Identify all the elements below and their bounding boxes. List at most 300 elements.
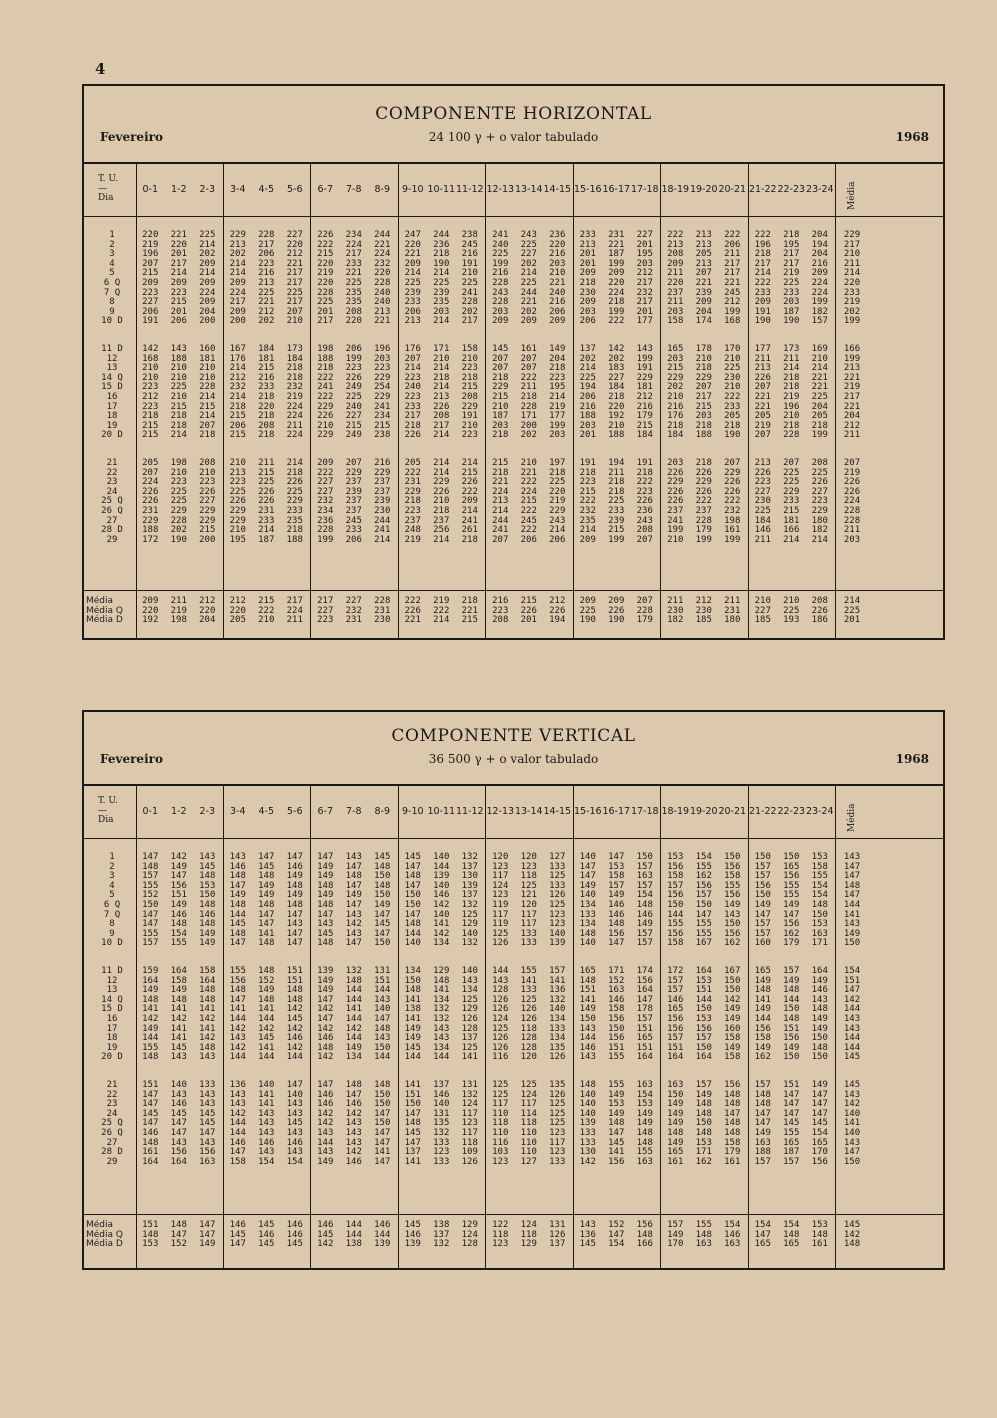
mean-cell: 131 [549, 1220, 566, 1230]
table-cell: 141 [608, 1147, 625, 1158]
table-cell: 164 [667, 1052, 684, 1063]
mean-cell: 223 [492, 605, 509, 616]
table-cell: 173 [286, 344, 303, 354]
table-cell: 146 [286, 1033, 303, 1044]
table-cell: 161 [724, 525, 741, 536]
table-cell: 140 [461, 928, 478, 939]
table-cell: 227 [317, 477, 334, 488]
table-cell: 147 [783, 1099, 800, 1110]
table-cell: 143 [286, 1147, 303, 1158]
table-cell: 216 [258, 372, 275, 383]
table-cell: 244 [433, 230, 450, 240]
column-divider [310, 786, 311, 1268]
table-cell: 153 [667, 852, 684, 862]
table-cell: 217 [317, 316, 334, 327]
hour-header: 21-22 [748, 184, 777, 195]
table-cell: 220 [843, 278, 861, 288]
table-cell: 199 [695, 534, 712, 545]
table-cell: 218 [667, 420, 684, 431]
table-cell: 127 [549, 852, 566, 862]
table-cell: 168 [724, 316, 741, 327]
table-cell: 214 [433, 363, 450, 374]
table-cell: 139 [579, 1118, 596, 1129]
table-cell: 143 [345, 852, 362, 862]
mean-cell: 123 [492, 1239, 509, 1250]
mean-cell: 126 [549, 1229, 566, 1240]
mean-cell: 154 [783, 1220, 800, 1230]
hour-header: 15-16 [573, 806, 602, 817]
table-cell: 202 [258, 316, 275, 327]
table-cell: 148 [345, 871, 362, 882]
mean-cell: 132 [433, 1239, 450, 1250]
day-label: 3 [109, 871, 115, 882]
table-cell: 236 [636, 506, 653, 516]
table-cell: 147 [404, 1108, 421, 1119]
table-cell: 148 [724, 1089, 741, 1100]
table-cell: 147 [286, 1080, 303, 1090]
table-cell: 150 [695, 900, 712, 910]
table-cell: 184 [667, 430, 684, 441]
table-cell: 147 [286, 909, 303, 920]
mean-cell: 220 [199, 605, 216, 616]
table-cell: 169 [811, 344, 828, 354]
table-cell: 229 [404, 486, 421, 497]
table-cell: 155 [142, 880, 159, 891]
table-cell: 160 [199, 344, 216, 354]
table-cell: 119 [492, 919, 509, 930]
table-cell: 218 [286, 525, 303, 536]
table-cell: 177 [636, 316, 653, 327]
table-cell: 158 [608, 1004, 625, 1015]
table-cell: 146 [608, 909, 625, 920]
table-cell: 229 [199, 506, 216, 516]
table-cell: 149 [317, 985, 334, 996]
table-cell: 148 [404, 985, 421, 996]
table-cell: 147 [374, 1128, 391, 1138]
media-header: Média [847, 181, 857, 210]
column-divider [660, 786, 661, 1268]
column-divider [748, 786, 749, 1268]
table-cell: 144 [404, 928, 421, 939]
table-cell: 217 [286, 297, 303, 308]
day-label: 4 [109, 880, 115, 891]
hour-header: 14-15 [543, 184, 572, 195]
table-cell: 143 [843, 1137, 861, 1148]
table-cell: 245 [461, 239, 478, 250]
table-cell: 123 [492, 1156, 509, 1167]
day-label: 20 D [101, 430, 123, 441]
column-divider [223, 164, 224, 638]
table-cell: 110 [492, 1108, 509, 1119]
table-cell: 135 [549, 1042, 566, 1053]
table-cell: 214 [433, 382, 450, 393]
table-cell: 235 [579, 515, 596, 526]
mean-cell: 138 [345, 1239, 362, 1250]
table-cell: 223 [142, 287, 159, 298]
table-cell: 148 [258, 938, 275, 949]
hour-header: 3-4 [229, 184, 246, 195]
table-cell: 141 [843, 1118, 861, 1129]
table-cell: 143 [461, 975, 478, 986]
table-cell: 147 [843, 861, 861, 872]
day-label: 13 [106, 363, 118, 374]
table-cell: 223 [374, 363, 391, 374]
table-cell: 141 [258, 1042, 275, 1053]
table-cell: 148 [199, 985, 216, 996]
table-cell: 137 [404, 1147, 421, 1158]
hour-header: 14-15 [543, 806, 572, 817]
mean-cell: 146 [317, 1220, 334, 1230]
table-cell: 211 [783, 353, 800, 364]
table-cell: 215 [461, 382, 478, 393]
table-cell: 134 [579, 919, 596, 930]
table-cell: 207 [492, 363, 509, 374]
hour-header: 1-2 [170, 184, 187, 195]
table-cell: 233 [258, 382, 275, 393]
table-cell: 207 [754, 430, 771, 441]
table-cell: 220 [345, 316, 362, 327]
table-cell: 157 [754, 861, 771, 872]
table-cell: 202 [520, 430, 537, 441]
day-label: 13 [106, 985, 118, 996]
table-cell: 214 [433, 534, 450, 545]
table-cell: 216 [636, 401, 653, 412]
table-cell: 123 [433, 1147, 450, 1158]
table-cell: 192 [608, 411, 625, 422]
table-cell: 233 [783, 287, 800, 298]
table-cell: 118 [492, 1118, 509, 1129]
table-cell: 187 [492, 411, 509, 422]
mean-cell: 118 [520, 1229, 537, 1240]
day-label: 20 D [101, 1052, 123, 1063]
table-cell: 157 [667, 975, 684, 986]
table-cell: 147 [142, 1089, 159, 1100]
table-cell: 217 [695, 392, 712, 402]
table-cell: 172 [142, 534, 159, 545]
table-cell: 154 [695, 852, 712, 862]
day-label: 16 [106, 1014, 118, 1024]
table-cell: 149 [783, 975, 800, 986]
table-cell: 156 [667, 890, 684, 901]
table-cell: 149 [811, 1080, 828, 1090]
table-cell: 233 [843, 287, 861, 298]
mean-cell: 208 [811, 596, 828, 606]
table-cell: 145 [142, 1108, 159, 1119]
mean-cell: 227 [754, 605, 771, 616]
table-cell: 218 [461, 534, 478, 545]
table-cell: 150 [724, 852, 741, 862]
mean-cell: 230 [695, 605, 712, 616]
table-cell: 153 [811, 919, 828, 930]
table-cell: 149 [317, 975, 334, 986]
mean-cell: 216 [492, 596, 509, 606]
day-label: 16 [106, 392, 118, 402]
table-cell: 149 [724, 900, 741, 910]
table-cell: 156 [811, 1156, 828, 1167]
hour-header: 13-14 [514, 184, 543, 195]
table-cell: 142 [199, 1033, 216, 1044]
mean-cell: 139 [404, 1239, 421, 1250]
table-cell: 157 [636, 938, 653, 949]
mean-cell: 224 [286, 605, 303, 616]
table-cell: 140 [579, 1099, 596, 1110]
table-cell: 212 [724, 297, 741, 308]
table-cell: 220 [142, 230, 159, 240]
table-cell: 165 [667, 344, 684, 354]
table-cell: 225 [170, 486, 187, 497]
table-cell: 150 [608, 1023, 625, 1034]
table-cell: 224 [345, 239, 362, 250]
table-cell: 145 [404, 852, 421, 862]
table-cell: 206 [170, 316, 187, 327]
table-cell: 148 [374, 1023, 391, 1034]
table-cell: 202 [229, 249, 246, 260]
table-cell: 157 [695, 1033, 712, 1044]
table-cell: 136 [229, 1080, 246, 1090]
table-cell: 177 [754, 344, 771, 354]
table-cell: 237 [345, 506, 362, 516]
table-cell: 141 [229, 1004, 246, 1015]
table-cell: 228 [374, 278, 391, 288]
table-cell: 198 [317, 344, 334, 354]
table-cell: 222 [579, 496, 596, 507]
table-cell: 128 [492, 985, 509, 996]
table-cell: 154 [636, 1089, 653, 1100]
mean-cell: 209 [579, 596, 596, 606]
table-cell: 231 [258, 506, 275, 516]
mean-cell: 205 [229, 615, 246, 626]
table-cell: 147 [229, 1147, 246, 1158]
table-cell: 201 [636, 239, 653, 250]
table-cell: 150 [754, 852, 771, 862]
tu-dash: — [98, 806, 107, 816]
table-cell: 149 [258, 890, 275, 901]
table-cell: 109 [461, 1147, 478, 1158]
table-cell: 216 [492, 268, 509, 279]
table-cell: 147 [317, 852, 334, 862]
table-cell: 203 [579, 306, 596, 317]
table-cell: 199 [636, 353, 653, 364]
table-cell: 216 [549, 249, 566, 260]
table-cell: 147 [258, 919, 275, 930]
table-cell: 155 [695, 919, 712, 930]
means-divider [84, 590, 943, 591]
table-cell: 199 [317, 534, 334, 545]
table-cell: 143 [843, 1089, 861, 1100]
table-cell: 123 [461, 1118, 478, 1129]
table-cell: 217 [286, 268, 303, 279]
table-cell: 256 [433, 525, 450, 536]
table-cell: 218 [783, 230, 800, 240]
table-cell: 240 [492, 239, 509, 250]
table-cell: 214 [433, 458, 450, 468]
table-cell: 207 [783, 458, 800, 468]
table-cell: 158 [667, 316, 684, 327]
table-cell: 147 [317, 1080, 334, 1090]
table-cell: 222 [317, 239, 334, 250]
table-cell: 201 [170, 306, 187, 317]
table-cell: 126 [461, 1014, 478, 1024]
table-cell: 238 [374, 430, 391, 441]
table-cell: 222 [317, 467, 334, 478]
table-cell: 245 [345, 515, 362, 526]
hour-header: 5-6 [286, 184, 303, 195]
table-cell: 218 [433, 506, 450, 516]
mean-cell: 218 [461, 596, 478, 606]
table-cell: 249 [345, 430, 362, 441]
table-cell: 143 [317, 919, 334, 930]
table-cell: 215 [229, 411, 246, 422]
table-cell: 229 [374, 467, 391, 478]
table-cell: 229 [843, 230, 861, 240]
table-cell: 147 [754, 1108, 771, 1119]
table-cell: 217 [461, 316, 478, 327]
table-cell: 223 [170, 287, 187, 298]
table-cell: 146 [811, 985, 828, 996]
mean-cell: 217 [317, 596, 334, 606]
table-cell: 221 [811, 372, 828, 383]
table-cell: 207 [695, 268, 712, 279]
table-cell: 143 [229, 1089, 246, 1100]
mean-cell: 124 [520, 1220, 537, 1230]
table-cell: 206 [142, 306, 159, 317]
table-cell: 164 [142, 975, 159, 986]
table-cell: 148 [199, 871, 216, 882]
table-cell: 147 [374, 1108, 391, 1119]
table-cell: 141 [258, 1089, 275, 1100]
table-cell: 219 [754, 420, 771, 431]
table-cell: 217 [636, 297, 653, 308]
mean-label: Média Q [86, 1229, 123, 1240]
table-cell: 226 [754, 467, 771, 478]
table-cell: 196 [374, 344, 391, 354]
table-cell: 146 [170, 909, 187, 920]
table-cell: 234 [317, 506, 334, 516]
table-cell: 221 [286, 258, 303, 269]
table-cell: 204 [695, 306, 712, 317]
table-cell: 149 [724, 1014, 741, 1024]
table-cell: 209 [492, 316, 509, 327]
table-cell: 174 [636, 966, 653, 976]
table-cell: 218 [286, 363, 303, 374]
table-cell: 225 [170, 496, 187, 507]
table-cell: 164 [170, 966, 187, 976]
table-cell: 148 [608, 919, 625, 930]
table-cell: 126 [492, 938, 509, 949]
table-cell: 217 [724, 268, 741, 279]
table-cell: 226 [811, 477, 828, 488]
table-cell: 149 [286, 890, 303, 901]
table-cell: 233 [286, 506, 303, 516]
table-cell: 132 [461, 900, 478, 910]
table-cell: 137 [461, 861, 478, 872]
table-cell: 215 [199, 401, 216, 412]
table-cell: 213 [579, 239, 596, 250]
table-cell: 137 [461, 890, 478, 901]
table-cell: 209 [667, 258, 684, 269]
table-cell: 147 [754, 1118, 771, 1129]
table-cell: 181 [783, 515, 800, 526]
table-cell: 227 [608, 372, 625, 383]
day-label: 19 [106, 1042, 118, 1053]
hour-header: 2-3 [199, 806, 216, 817]
table-cell: 213 [754, 363, 771, 374]
table-cell: 216 [258, 268, 275, 279]
mean-cell: 145 [258, 1239, 275, 1250]
table-cell: 144 [843, 1042, 861, 1053]
table-cell: 209 [811, 268, 828, 279]
table-cell: 163 [608, 985, 625, 996]
table-cell: 210 [695, 353, 712, 364]
table-cell: 148 [636, 900, 653, 910]
table-cell: 144 [695, 994, 712, 1005]
table-cell: 142 [345, 1108, 362, 1119]
table-cell: 148 [286, 994, 303, 1005]
mean-cell: 122 [492, 1220, 509, 1230]
table-cell: 145 [170, 1108, 187, 1119]
day-label: 14 Q [101, 994, 123, 1005]
mean-cell: 211 [667, 596, 684, 606]
table-cell: 143 [345, 928, 362, 939]
table-cell: 194 [579, 382, 596, 393]
table-cell: 141 [258, 1004, 275, 1015]
table-cell: 143 [811, 994, 828, 1005]
table-cell: 120 [492, 852, 509, 862]
table-cell: 125 [549, 900, 566, 910]
mean-cell: 165 [754, 1239, 771, 1250]
mean-cell: 163 [695, 1239, 712, 1250]
table-cell: 143 [843, 919, 861, 930]
table-cell: 219 [549, 401, 566, 412]
table-cell: 110 [520, 1128, 537, 1138]
table-cell: 147 [258, 909, 275, 920]
table-cell: 199 [608, 258, 625, 269]
table-cell: 214 [579, 363, 596, 374]
table-cell: 182 [811, 525, 828, 536]
day-label: 7 Q [103, 287, 121, 298]
table-cell: 214 [229, 392, 246, 402]
table-cell: 213 [229, 467, 246, 478]
table-cell: 147 [286, 852, 303, 862]
table-cell: 195 [636, 249, 653, 260]
table-cell: 233 [608, 506, 625, 516]
table-cell: 232 [579, 506, 596, 516]
table-cell: 144 [579, 1033, 596, 1044]
table-cell: 224 [520, 486, 537, 497]
table-cell: 181 [199, 353, 216, 364]
table-cell: 148 [374, 880, 391, 891]
table-cell: 221 [170, 230, 187, 240]
table-cell: 218 [433, 249, 450, 260]
day-label: 9 [109, 928, 115, 939]
table-cell: 133 [433, 1156, 450, 1167]
table-cell: 205 [695, 249, 712, 260]
table-cell: 147 [579, 861, 596, 872]
table-cell: 196 [783, 401, 800, 412]
table-cell: 210 [142, 372, 159, 383]
table-cell: 217 [783, 258, 800, 269]
mean-cell: 148 [170, 1220, 187, 1230]
table-cell: 153 [636, 1099, 653, 1110]
mean-cell: 137 [433, 1229, 450, 1240]
table-cell: 126 [492, 994, 509, 1005]
table-cell: 225 [345, 278, 362, 288]
table-cell: 156 [667, 1014, 684, 1024]
table-cell: 128 [461, 1023, 478, 1034]
table-cell: 150 [404, 900, 421, 910]
table-cell: 241 [492, 525, 509, 536]
table-cell: 149 [345, 890, 362, 901]
